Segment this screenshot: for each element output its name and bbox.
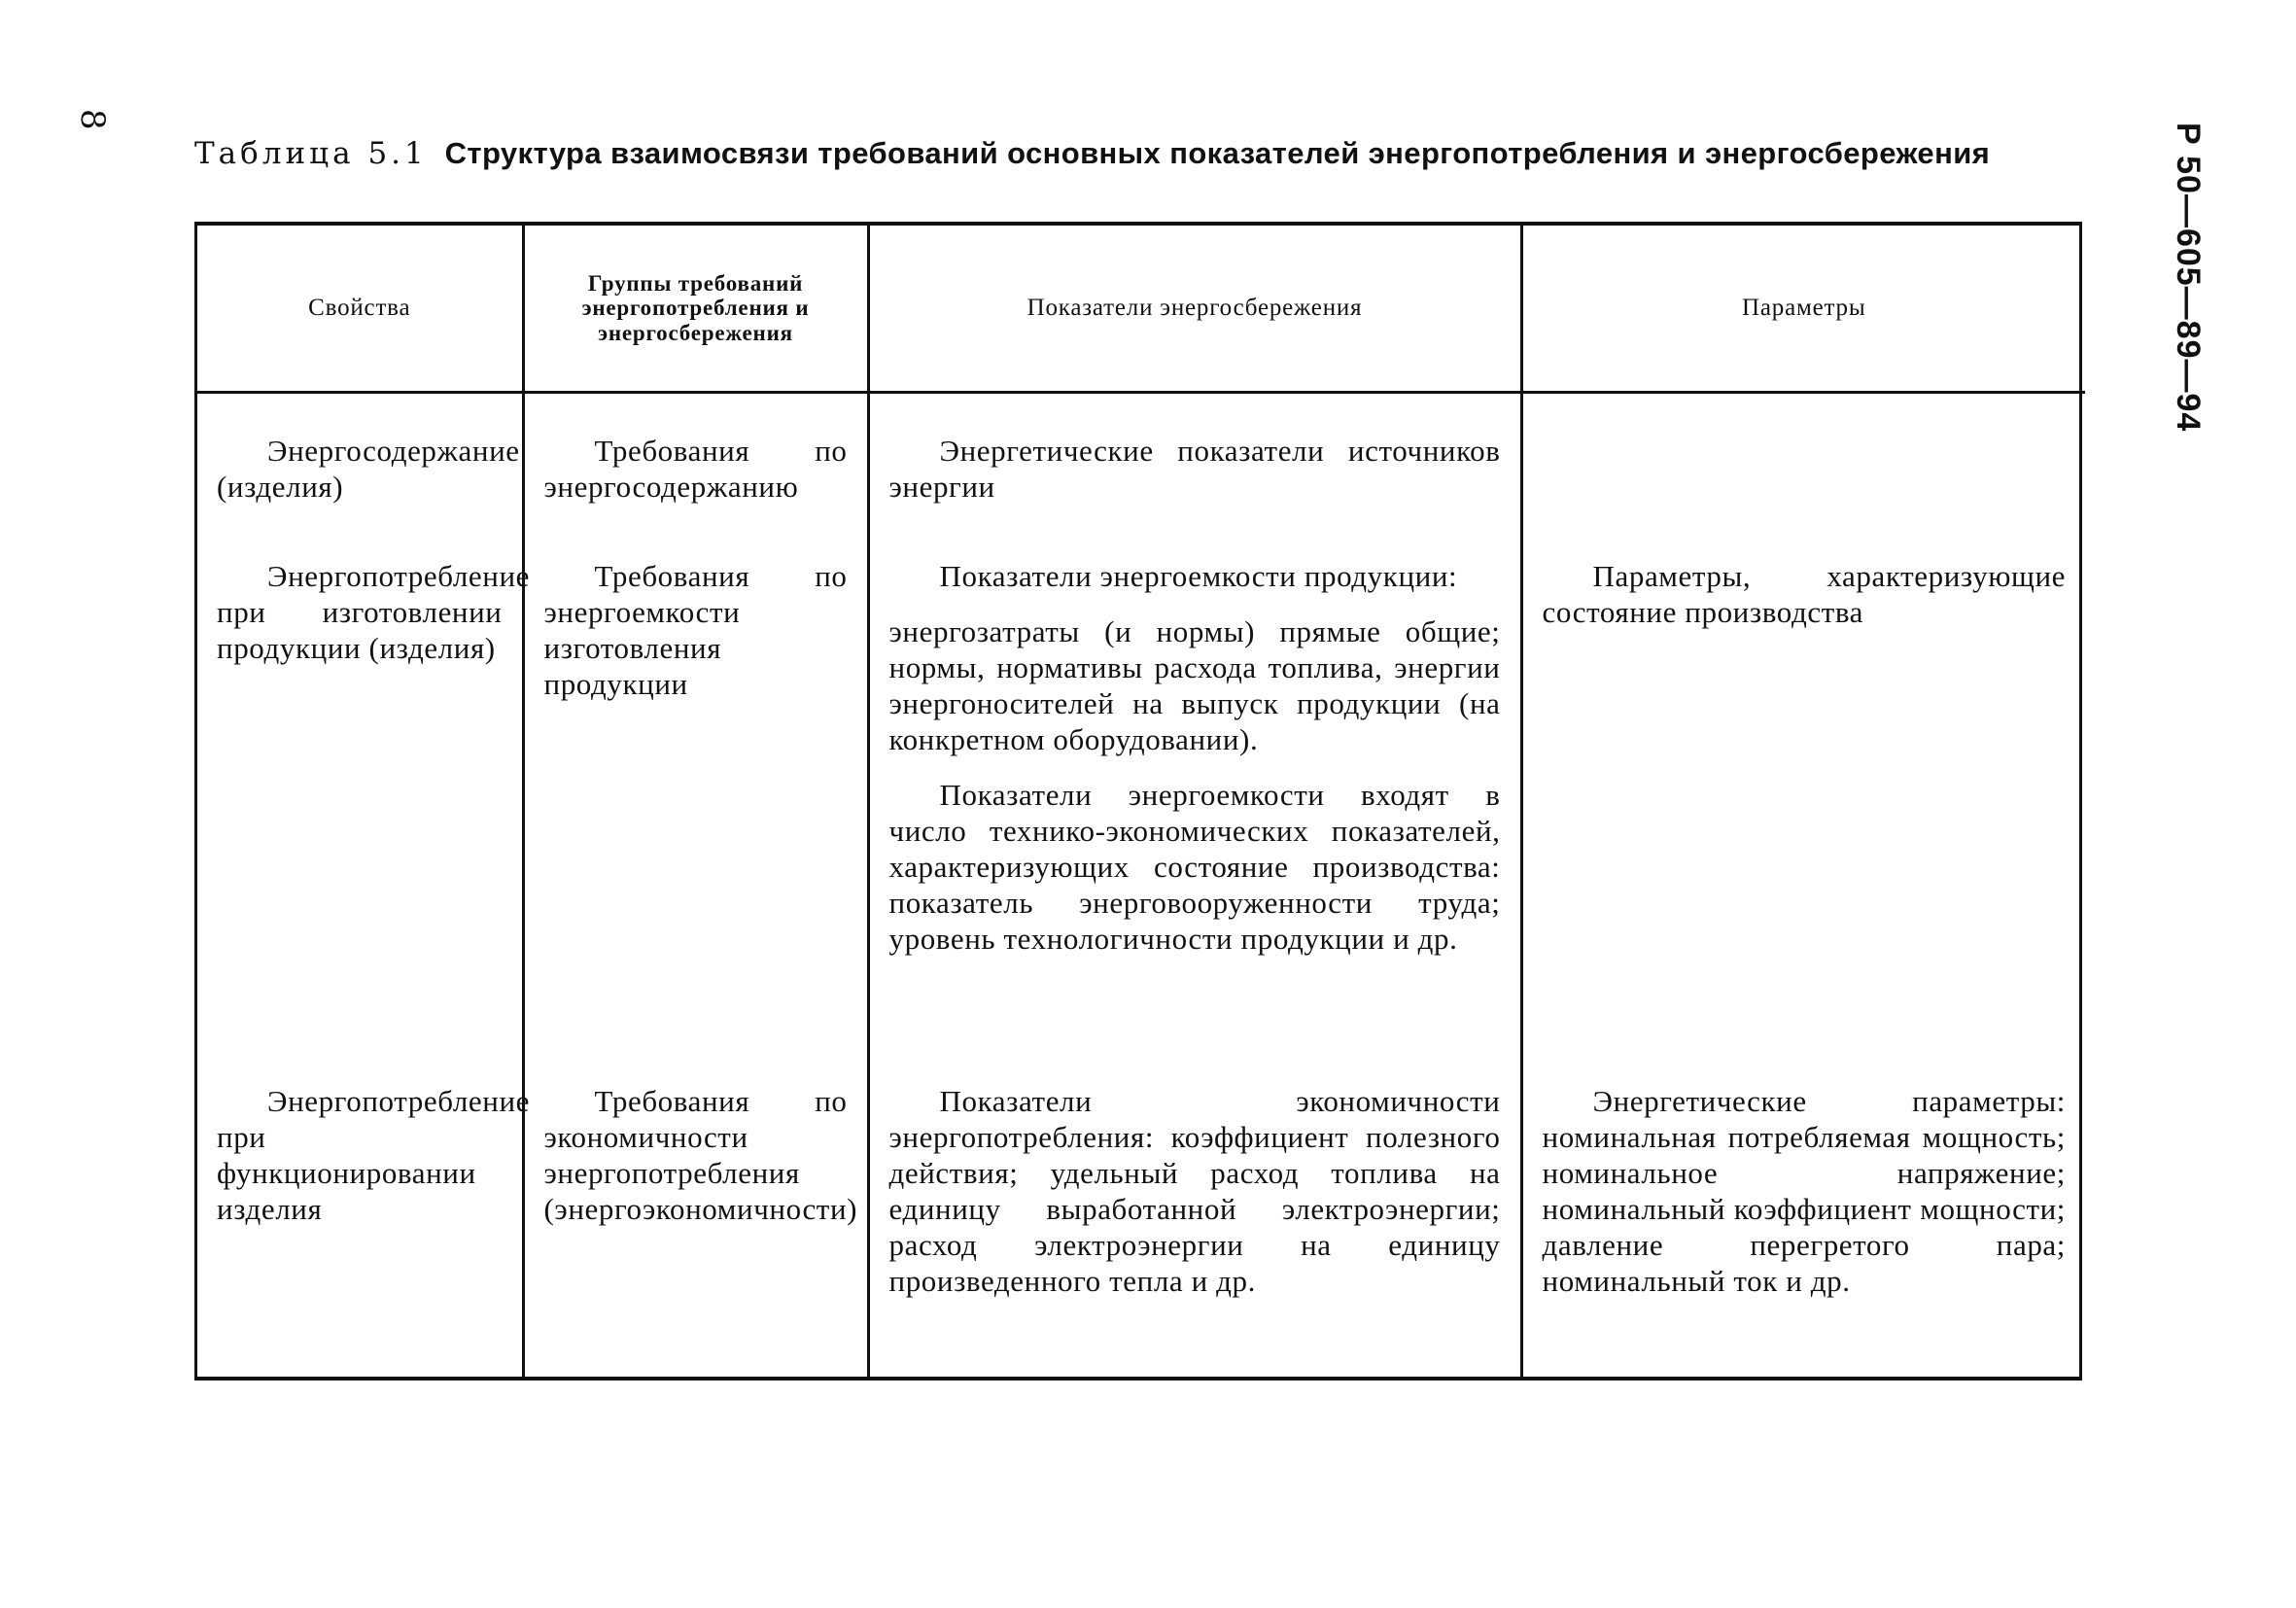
cell-property: Энергопотребление при функционировании изделия xyxy=(217,1083,530,1226)
data-table xyxy=(194,222,2082,1381)
cell-parameters: Параметры, характеризующие состояние производства xyxy=(1521,539,2085,1044)
cell-indicators: Показатели экономичности энергопотребления: коэффициент полезного действия; удельный расход топлива на единицу выработанной электроэнергии; расход электроэнергии на единицу произведенного тепла и др. xyxy=(868,1044,1521,1378)
document-code: Р 50—605—89—94 xyxy=(2170,122,2207,433)
header-indicators: Показатели энергосбережения xyxy=(868,226,1521,393)
cell-parameters xyxy=(1521,393,2085,539)
header-properties: Свойства xyxy=(197,226,523,393)
header-row xyxy=(197,226,2085,393)
cell-requirements: Требования по экономичности энергопотребления (энергоэкономичности) xyxy=(523,1044,868,1378)
cell-property: Энергосодержание (изделия) xyxy=(217,434,520,504)
cell-requirements: Требования по энергосодержанию xyxy=(523,393,868,539)
table-grid xyxy=(197,226,2085,1377)
cell-indicators: Показатели энергоемкости продукции: энергозатраты (и нормы) прямые общие; нормы, нормативы расхода топлива, энергии энергоносителей на выпуск продукции (на конкретном оборудовании). Показатели энергоемкости входят в число технико-экономических показателей, характеризующих состояние производства: показатель энерговооруженности труда; уровень технологичности продукции и др. xyxy=(868,539,1521,1044)
header-parameters: Параметры xyxy=(1521,226,2085,393)
cell-requirements: Требования по энергоемкости изготовления продукции xyxy=(523,539,868,1044)
table-row xyxy=(197,1044,2085,1378)
header-requirement-groups: Группы требований энергопотребления и энергосбережения xyxy=(523,226,868,393)
table-row xyxy=(197,393,2085,539)
cell-indicators: Энергетические показатели источников энергии xyxy=(868,393,1521,539)
cell-parameters: Энергетические параметры: номинальная потребляемая мощность; номинальное напряжение; номинальный коэффициент мощности; давление перегретого пара; номинальный ток и др. xyxy=(1521,1044,2085,1378)
table-row xyxy=(197,539,2085,1044)
table-title xyxy=(194,136,2100,171)
page-number: 8 xyxy=(73,109,112,130)
table-caption: Структура взаимосвязи требований основных показателей энергопотребления и энергосбережения xyxy=(444,136,1991,170)
cell-property: Энергопотребление при изготовлении продукции (изделия) xyxy=(217,558,530,665)
table-label: Таблица 5.1 xyxy=(194,136,428,171)
